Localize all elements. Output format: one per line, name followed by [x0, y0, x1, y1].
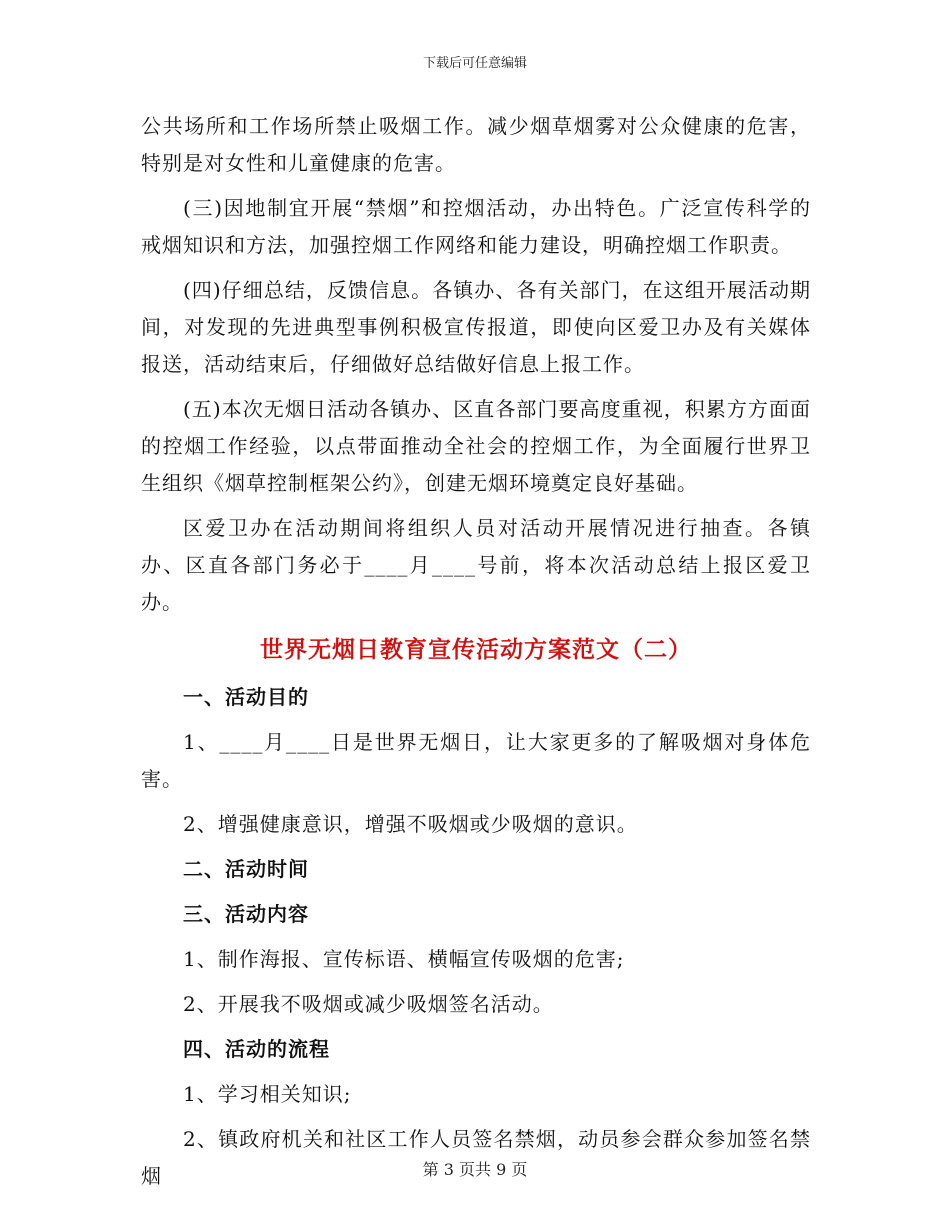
paragraph: 区爱卫办在活动期间将组织人员对活动开展情况进行抽查。各镇办、区直各部门务必于____月____号前，将本次活动总结上报区爱卫办。 — [141, 516, 811, 614]
paragraph: (三)因地制宜开展“禁烟”和控烟活动，办出特色。广泛宣传科学的戒烟知识和方法，加强控烟工作网络和能力建设，明确控烟工作职责。 — [141, 196, 811, 257]
list-item: 2、开展我不吸烟或减少吸烟签名活动。 — [183, 992, 554, 1016]
list-item: 1、____月____日是世界无烟日，让大家更多的了解吸烟对身体危害。 — [141, 730, 811, 791]
document-body — [141, 108, 811, 1203]
paragraph: (五)本次无烟日活动各镇办、区直各部门要高度重视，积累方方面面的控烟工作经验，以点带面推动全社会的控烟工作，为全面履行世界卫生组织《烟草控制框架公约》，创建无烟环境奠定良好基础。 — [141, 397, 811, 495]
page-footer: 第 3 页共 9 页 — [422, 1160, 528, 1179]
paragraph: 公共场所和工作场所禁止吸烟工作。减少烟草烟雾对公众健康的危害，特别是对女性和儿童健康的危害。 — [141, 114, 811, 175]
section-heading: 一、活动目的 — [183, 685, 309, 709]
section-title: 世界无烟日教育宣传活动方案范文（二） — [260, 636, 692, 663]
paragraph: (四)仔细总结，反馈信息。各镇办、各有关部门，在这组开展活动期间，对发现的先进典型事例积极宣传报道，即使向区爱卫办及有关媒体报送，活动结束后，仔细做好总结做好信息上报工作。 — [141, 278, 811, 376]
page-header: 下载后可任意编辑 — [422, 56, 527, 71]
list-item: 1、学习相关知识; — [183, 1082, 352, 1106]
list-item: 2、增强健康意识，增强不吸烟或少吸烟的意识。 — [183, 812, 638, 836]
section-heading: 四、活动的流程 — [183, 1037, 330, 1061]
section-heading: 二、活动时间 — [183, 857, 309, 881]
list-item: 1、制作海报、宣传标语、横幅宣传吸烟的危害; — [183, 947, 625, 971]
section-heading: 三、活动内容 — [183, 902, 309, 926]
list-item: 2、镇政府机关和社区工作人员签名禁烟，动员参会群众参加签名禁烟 — [141, 1127, 811, 1188]
